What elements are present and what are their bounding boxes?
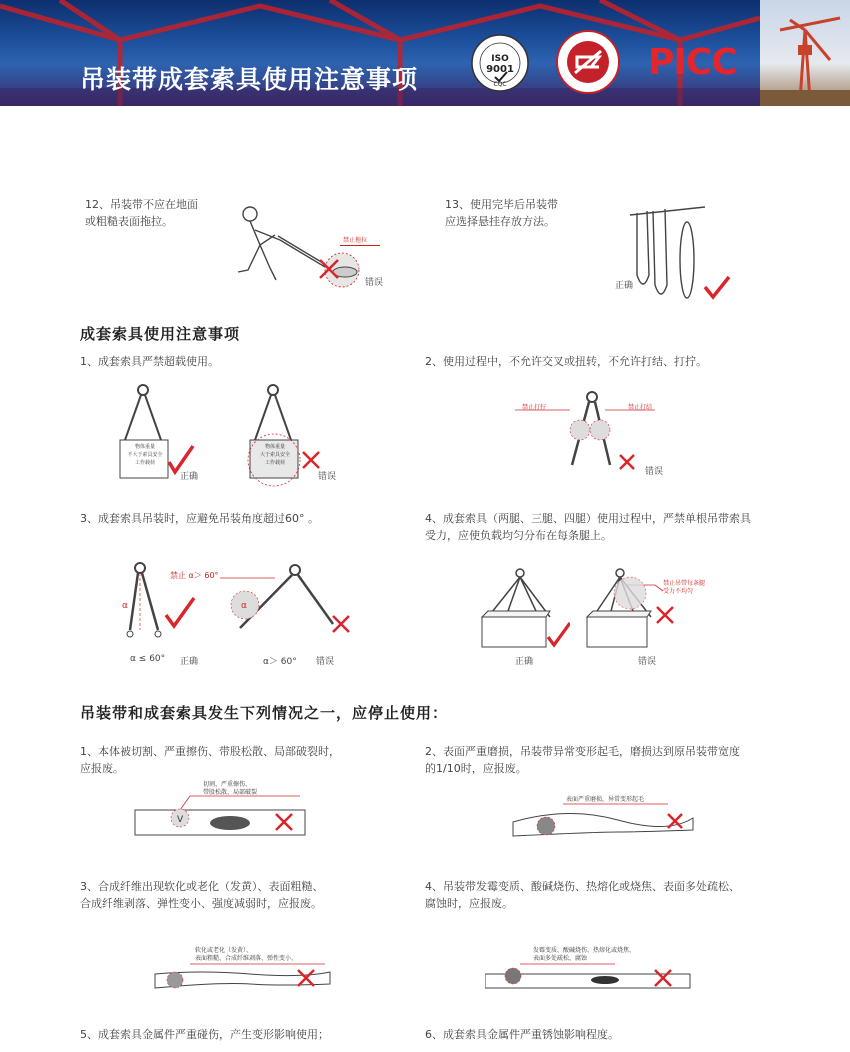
iso-9001-badge	[470, 30, 530, 96]
hanging-storage-illustration	[625, 205, 735, 305]
box-text-wrong: 物体重量 大于索具安全 工作载荷	[259, 444, 290, 466]
svg-text:ISO: ISO	[491, 54, 509, 64]
twist-knot-illustration	[510, 385, 660, 480]
callout-no-twist: 禁止打拧	[522, 404, 547, 411]
scrap-item3-text: 3、合成纤维出现软化或老化（发黄）、表面粗糙、 合成纤维剥落、弹性变小、强度减弱时，应报废。	[80, 880, 324, 910]
callout-corrosion: 发霉变质、酸碱烧伤、热熔化或烧焦、 表面多处疏松、腐蚀	[533, 947, 636, 962]
label-correct: 正确	[515, 657, 534, 667]
rule-13-text: 13、使用完毕后吊装带 应选择悬挂存放方法。	[445, 198, 558, 228]
label-correct: 正确	[615, 281, 634, 291]
label-correct: 正确	[180, 472, 199, 482]
label-wrong: 错误	[365, 278, 384, 288]
label-wrong: 错误	[318, 472, 337, 482]
load-uneven-wrong-illustration	[585, 565, 715, 650]
section2-heading: 吊装带和成套索具发生下列情况之一，应停止使用：	[80, 704, 449, 722]
svg-text:CQC: CQC	[493, 81, 507, 88]
scrap-item6-text: 6、成套索具金属件严重锈蚀影响程度。	[425, 1028, 619, 1041]
caption-angle-over: α＞ 60°	[263, 657, 297, 667]
label-wrong: 错误	[638, 657, 657, 667]
label-wrong: 错误	[645, 467, 664, 477]
item4-text: 4、成套索具（两腿、三腿、四腿）使用过程中，严禁单根吊带索具 受力，应使负载均匀分布在每条腿上。	[425, 512, 751, 542]
item3-text: 3、成套索具吊装时，应避免吊装角度超过60° 。	[80, 512, 319, 525]
scrap-item2-text: 2、表面严重磨损，吊装带异常变形起毛，磨损达到原吊装带宽度 的1/10时，应报废。	[425, 745, 740, 775]
callout-uneven-load: 禁止吊带每条腿 受力不均匀	[663, 580, 706, 595]
section1-heading: 成套索具使用注意事项	[80, 325, 241, 343]
rule-12-callout: 禁止拖拉	[343, 237, 368, 244]
item1-text: 1、成套索具严禁超载使用。	[80, 355, 219, 368]
item2-text: 2、使用过程中，不允许交叉或扭转，不允许打结、打拧。	[425, 355, 707, 368]
header-banner	[0, 0, 760, 106]
china-top-brand-badge	[555, 27, 621, 97]
scrap-item5-text: 5、成套索具金属件严重碰伤，产生变形影响使用；	[80, 1028, 329, 1041]
callout-angle: 禁止 α＞ 60°	[170, 571, 219, 580]
rule-12-text: 12、吊装带不应在地面 或粗糙表面拖拉。	[85, 198, 198, 228]
load-even-correct-illustration	[480, 565, 570, 650]
svg-text:V: V	[177, 815, 184, 825]
scrap-item1-text: 1、本体被切割、严重擦伤、带股松散、局部破裂时， 应报废。	[80, 745, 340, 775]
crane-illustration	[760, 0, 850, 106]
angle-wrong-illustration	[215, 560, 365, 650]
callout-line	[340, 245, 380, 246]
scrap-item4-text: 4、吊装带发霉变质、酸碱烧伤、热熔化或烧焦、表面多处疏松、 腐蚀时，应报废。	[425, 880, 740, 910]
callout-cut: 切割、严重擦伤、 带股松散、局部破裂	[203, 781, 258, 796]
label-correct: 正确	[180, 657, 199, 667]
svg-text:9001: 9001	[486, 64, 514, 75]
crane-photo	[760, 0, 850, 106]
caption-angle-ok: α ≤ 60°	[130, 654, 166, 664]
box-text-correct: 物体重量 不大于索具安全 工作载荷	[127, 444, 163, 466]
svg-text:α: α	[241, 601, 247, 611]
label-wrong: 错误	[316, 657, 335, 667]
svg-text:α: α	[122, 601, 128, 611]
callout-aging: 软化或老化（发黄）、 表面粗糙、合成纤维剥落、弹性变小、	[195, 947, 298, 962]
callout-no-knot: 禁止打结	[628, 404, 653, 411]
callout-abrasion: 表面严重磨损，异常变形起毛	[566, 796, 645, 803]
picc-logo: PICC	[648, 42, 737, 83]
page-title: 吊装带成套索具使用注意事项	[80, 65, 419, 94]
